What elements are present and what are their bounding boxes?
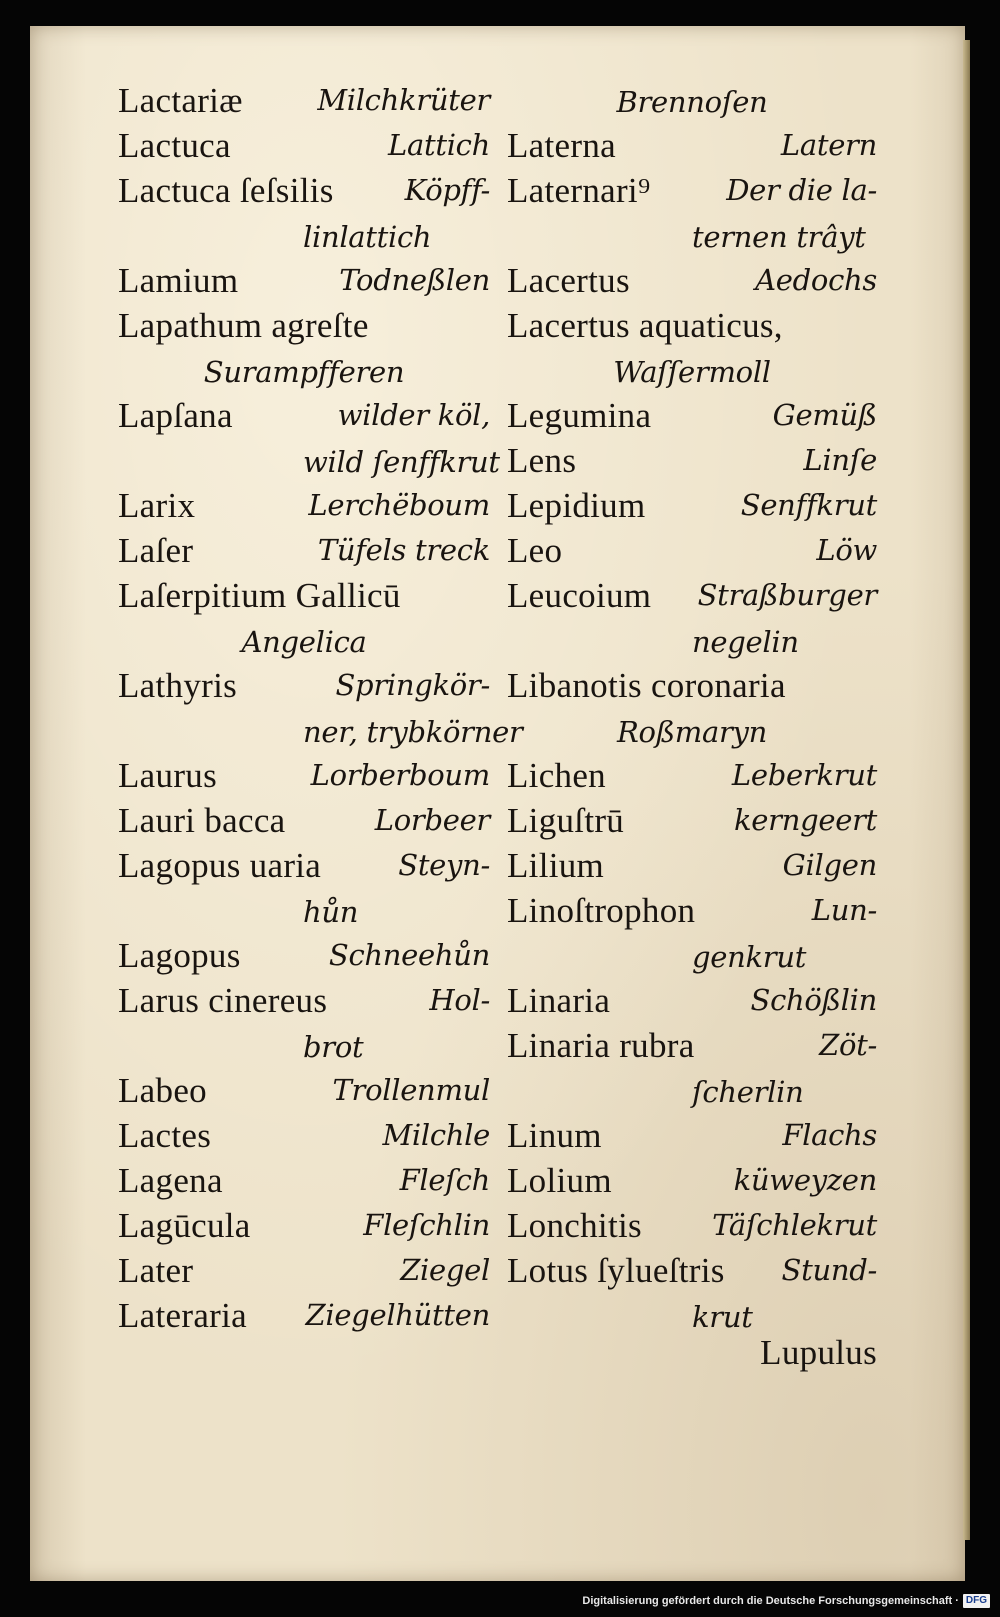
latin-term: Lepidium xyxy=(507,486,646,525)
dictionary-entry xyxy=(507,303,877,393)
german-translation: Täſchlekrut xyxy=(712,1208,877,1242)
entry-line xyxy=(118,438,500,483)
latin-term: Larus cinereus xyxy=(118,981,328,1020)
entry-line xyxy=(507,303,877,348)
latin-term: Leo xyxy=(507,531,563,570)
latin-term: Lactuca xyxy=(118,126,231,165)
entry-line xyxy=(118,1293,490,1338)
dictionary-entry xyxy=(118,753,490,798)
entry-line xyxy=(507,978,877,1023)
entry-line xyxy=(118,528,490,573)
german-translation: hůn xyxy=(303,895,359,929)
entry-line xyxy=(507,78,877,123)
latin-term: Later xyxy=(118,1251,194,1290)
entry-line xyxy=(118,348,490,393)
dictionary-entry xyxy=(118,1158,490,1203)
footer-text: Digitalisierung gefördert durch die Deutsche Forschungsgemeinschaft · xyxy=(582,1595,959,1607)
left-column xyxy=(118,78,523,1338)
dictionary-entry xyxy=(118,123,490,168)
entry-line xyxy=(507,1203,877,1248)
german-translation: Gemüß xyxy=(772,398,877,432)
entry-line xyxy=(118,978,490,1023)
entry-line xyxy=(507,888,877,933)
german-translation: Ziegelhütten xyxy=(305,1298,490,1332)
latin-term: Lolium xyxy=(507,1161,612,1200)
german-translation: Linſe xyxy=(803,443,877,477)
dictionary-entry xyxy=(507,528,877,573)
dictionary-entry xyxy=(507,978,877,1023)
dictionary-entry xyxy=(507,1158,877,1203)
entry-line xyxy=(118,843,490,888)
latin-term: Larix xyxy=(118,486,196,525)
entry-line xyxy=(118,483,490,528)
german-translation: krut xyxy=(692,1300,753,1334)
dictionary-entry xyxy=(507,393,877,438)
latin-term: Liguſtrū xyxy=(507,801,625,840)
entry-line xyxy=(118,213,490,258)
german-translation: küweyzen xyxy=(733,1163,877,1197)
latin-term: Lens xyxy=(507,441,577,480)
german-translation: Hol- xyxy=(429,983,490,1017)
dictionary-entry xyxy=(118,1248,490,1293)
latin-term: Lateraria xyxy=(118,1296,247,1335)
german-translation: Roßmaryn xyxy=(617,715,767,749)
dictionary-entry xyxy=(118,78,490,123)
dictionary-entry xyxy=(507,798,877,843)
german-translation: Köpff- xyxy=(404,173,490,207)
latin-term: Linaria xyxy=(507,981,611,1020)
entry-line xyxy=(507,483,877,528)
entry-line xyxy=(507,1068,877,1113)
entry-line xyxy=(118,1113,490,1158)
latin-term: Laterna xyxy=(507,126,616,165)
entry-line xyxy=(507,1158,877,1203)
latin-term: Linoſtrophon xyxy=(507,891,696,930)
german-translation: Aedochs xyxy=(755,263,877,297)
latin-term: Lonchitis xyxy=(507,1206,642,1245)
dictionary-entry xyxy=(507,573,877,663)
dictionary-entry xyxy=(507,663,877,753)
dictionary-entry xyxy=(507,1248,877,1338)
german-translation: linlattich xyxy=(303,220,432,254)
dictionary-entry xyxy=(118,528,490,573)
dictionary-entry xyxy=(507,438,877,483)
entry-line xyxy=(507,798,877,843)
latin-term: Lamium xyxy=(118,261,239,300)
german-translation: Springkör- xyxy=(335,668,490,702)
dictionary-entry xyxy=(507,753,877,798)
entry-line xyxy=(118,888,490,933)
entry-line xyxy=(507,393,877,438)
latin-term: Lapathum agreſte xyxy=(118,306,369,345)
entry-line xyxy=(507,573,877,618)
german-translation: ternen trâyt xyxy=(692,220,866,254)
german-translation: Löw xyxy=(816,533,877,567)
dictionary-entry xyxy=(507,258,877,303)
latin-term: Lagopus xyxy=(118,936,241,975)
latin-term: Legumina xyxy=(507,396,652,435)
dictionary-entry xyxy=(507,483,877,528)
german-translation: kerngeert xyxy=(734,803,877,837)
dictionary-entry xyxy=(118,663,523,753)
latin-term: Laurus xyxy=(118,756,217,795)
latin-term: Lotus ſylueſtris xyxy=(507,1251,725,1290)
german-translation: Schößlin xyxy=(750,983,877,1017)
entry-line xyxy=(118,1203,490,1248)
german-translation: Zöt- xyxy=(819,1028,877,1062)
entry-line xyxy=(507,168,877,213)
german-translation: Latern xyxy=(780,128,877,162)
german-translation: Tüfels treck xyxy=(317,533,490,567)
dictionary-entry xyxy=(118,258,490,303)
german-translation: Lorberboum xyxy=(310,758,490,792)
latin-term: Lactes xyxy=(118,1116,212,1155)
dictionary-entry xyxy=(118,573,490,663)
entry-line xyxy=(118,1158,490,1203)
dictionary-entry xyxy=(507,1113,877,1158)
latin-term: Linum xyxy=(507,1116,602,1155)
entry-line xyxy=(507,1113,877,1158)
latin-term: Laſer xyxy=(118,531,194,570)
dictionary-entry xyxy=(118,168,490,258)
german-translation: brot xyxy=(303,1030,364,1064)
latin-term: Lagopus uaria xyxy=(118,846,322,885)
page-edge xyxy=(963,40,970,1540)
entry-line xyxy=(507,438,877,483)
latin-term: Lagūcula xyxy=(118,1206,251,1245)
german-translation: Flachs xyxy=(782,1118,877,1152)
dictionary-entry xyxy=(118,798,490,843)
dictionary-entry xyxy=(118,1068,490,1113)
latin-term: Leucoium xyxy=(507,576,652,615)
entry-line xyxy=(507,708,877,753)
entry-line xyxy=(118,168,490,213)
entry-line xyxy=(118,753,490,798)
german-translation: ner, trybkörner xyxy=(303,715,523,749)
latin-term: Labeo xyxy=(118,1071,207,1110)
dictionary-entry xyxy=(118,393,500,483)
latin-term: Linaria rubra xyxy=(507,1026,695,1065)
german-translation: Milchkrüter xyxy=(317,83,490,117)
entry-line xyxy=(118,258,490,303)
latin-term: Libanotis coronaria xyxy=(507,666,786,705)
german-translation: genkrut xyxy=(692,940,807,974)
dfg-logo: DFG xyxy=(963,1594,990,1608)
latin-term: Lacertus xyxy=(507,261,630,300)
latin-term: Lapſana xyxy=(118,396,233,435)
german-translation: Ziegel xyxy=(400,1253,490,1287)
entry-line xyxy=(118,1248,490,1293)
latin-term: Lagena xyxy=(118,1161,223,1200)
entry-line xyxy=(507,1248,877,1293)
german-translation: Senffkrut xyxy=(740,488,877,522)
dictionary-entry xyxy=(118,483,490,528)
german-translation: Waſſermoll xyxy=(613,355,771,389)
entry-line xyxy=(118,303,490,348)
german-translation: Lun- xyxy=(811,893,877,927)
german-translation: Lattich xyxy=(388,128,490,162)
entry-line xyxy=(507,348,877,393)
entry-line xyxy=(118,618,490,663)
entry-line xyxy=(118,1023,490,1068)
latin-term: Laternari⁹ xyxy=(507,171,651,210)
dictionary-entry xyxy=(118,978,490,1068)
entry-line xyxy=(118,933,490,978)
entry-line xyxy=(507,618,877,663)
catchword-area xyxy=(507,1330,877,1375)
entry-line xyxy=(507,123,877,168)
digitization-footer xyxy=(582,1588,990,1614)
entry-line xyxy=(507,843,877,888)
dictionary-entry xyxy=(118,843,490,933)
dictionary-entry xyxy=(507,1203,877,1248)
german-translation: Der die la- xyxy=(726,173,877,207)
entry-line xyxy=(507,213,877,258)
german-translation: Fleſch xyxy=(399,1163,490,1197)
german-translation: Steyn- xyxy=(398,848,490,882)
german-translation: Schneehůn xyxy=(328,938,490,972)
entry-line xyxy=(118,393,490,438)
latin-term: Lichen xyxy=(507,756,606,795)
entry-line xyxy=(507,663,877,708)
german-translation: Surampfferen xyxy=(203,355,405,389)
german-translation: Brennoſen xyxy=(616,85,768,119)
entry-line xyxy=(118,573,490,618)
dictionary-entry xyxy=(118,933,490,978)
german-translation: Milchle xyxy=(382,1118,490,1152)
latin-term: Lacertus aquaticus, xyxy=(507,306,783,345)
dictionary-entry xyxy=(118,1113,490,1158)
german-translation: Todneßlen xyxy=(339,263,490,297)
german-translation: Angelica xyxy=(241,625,367,659)
dictionary-entry xyxy=(507,843,877,888)
catchword: Lupulus xyxy=(760,1333,877,1372)
entry-line xyxy=(118,708,523,753)
dictionary-entry xyxy=(507,78,877,123)
right-column xyxy=(507,78,877,1338)
entry-line xyxy=(507,258,877,303)
dictionary-entry xyxy=(507,888,877,978)
entry-line xyxy=(507,528,877,573)
entry-line xyxy=(507,1023,877,1068)
entry-line xyxy=(118,123,490,168)
dictionary-entry xyxy=(507,123,877,168)
entry-line xyxy=(118,798,490,843)
latin-term: Lauri bacca xyxy=(118,801,286,840)
dictionary-entry xyxy=(118,1293,490,1338)
german-translation: Trollenmul xyxy=(332,1073,490,1107)
entry-line xyxy=(118,78,490,123)
german-translation: Fleſchlin xyxy=(363,1208,490,1242)
dictionary-entry xyxy=(118,1203,490,1248)
dictionary-entry xyxy=(118,303,490,393)
german-translation: Stund- xyxy=(781,1253,877,1287)
german-translation: Lerchëboum xyxy=(308,488,490,522)
german-translation: negelin xyxy=(692,625,799,659)
entry-line xyxy=(507,933,877,978)
german-translation: Gilgen xyxy=(782,848,877,882)
latin-term: Lactuca ſeſsilis xyxy=(118,171,334,210)
latin-term: Laſerpitium Gallicū xyxy=(118,576,401,615)
german-translation: wild ſenffkrut xyxy=(303,445,500,479)
dictionary-entry xyxy=(507,168,877,258)
latin-term: Lactariæ xyxy=(118,81,243,120)
german-translation: Straßburger xyxy=(697,578,877,612)
german-translation: wilder köl, xyxy=(337,398,490,432)
dictionary-entry xyxy=(507,1023,877,1113)
entry-line xyxy=(118,663,490,708)
german-translation: ſcherlin xyxy=(692,1075,804,1109)
german-translation: Lorbeer xyxy=(374,803,490,837)
entry-line xyxy=(507,753,877,798)
latin-term: Lathyris xyxy=(118,666,238,705)
german-translation: Leberkrut xyxy=(731,758,877,792)
latin-term: Lilium xyxy=(507,846,605,885)
entry-line xyxy=(118,1068,490,1113)
